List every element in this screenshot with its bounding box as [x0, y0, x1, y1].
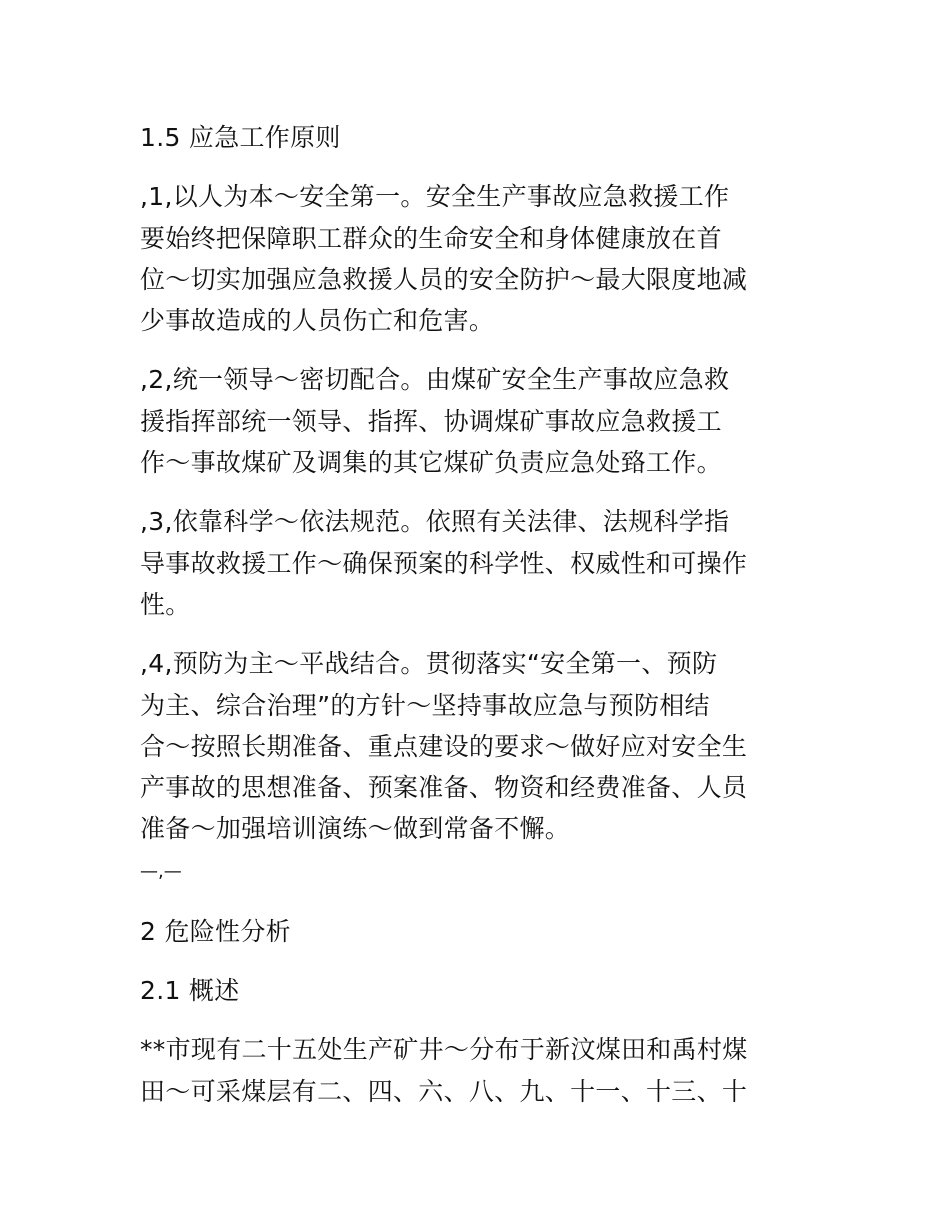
text-line: ,4,预防为主～平战结合。贯彻落实“安全第一、预防 [140, 649, 718, 679]
text-line: **市现有二十五处生产矿井～分布于新汶煤田和禹村煤 [140, 1035, 748, 1065]
text-line: 产事故的思想准备、预案准备、物资和经费准备、人员 [140, 773, 748, 803]
text-line: 性。 [140, 589, 191, 619]
paragraph-principle-3 [140, 501, 820, 625]
page-separator: —,— [140, 860, 182, 882]
text-line: 位～切实加强应急救援人员的安全防护～最大限度地减 [140, 264, 748, 294]
text-line: 合～按照长期准备、重点建设的要求～做好应对安全生 [140, 731, 748, 761]
text-line: ,2,统一领导～密切配合。由煤矿安全生产事故应急救 [140, 365, 730, 395]
text-line: ,1,以人为本～安全第一。安全生产事故应急救援工作 [140, 182, 730, 212]
text-line: 少事故造成的人员伤亡和危害。 [140, 306, 495, 336]
text-line: 援指挥部统一领导、指挥、协调煤矿事故应急救援工 [140, 406, 722, 436]
text-line: 准备～加强培训演练～做到常备不懈。 [140, 814, 571, 844]
section-heading-1-5: 1.5 应急工作原则 [140, 123, 341, 152]
text-line: 要始终把保障职工群众的生命安全和身体健康放在首 [140, 223, 722, 253]
paragraph-principle-4 [140, 643, 820, 849]
section-heading-2-1: 2.1 概述 [140, 976, 240, 1006]
text-line: 作～事故煤矿及调集的其它煤矿负责应急处臵工作。 [140, 448, 722, 478]
text-line: 为主、综合治理”的方针～坚持事故应急与预防相结 [140, 690, 710, 720]
paragraph-principle-2 [140, 359, 820, 483]
text-line: ,3,依靠科学～依法规范。依照有关法律、法规科学指 [140, 507, 730, 537]
text-line: 导事故救援工作～确保预案的科学性、权威性和可操作 [140, 548, 748, 578]
text-line: 田～可采煤层有二、四、六、八、九、十一、十三、十 [140, 1076, 748, 1106]
document-page [140, 117, 820, 1130]
section-heading-2: 2 危险性分析 [140, 916, 291, 946]
paragraph-overview [140, 1029, 820, 1112]
paragraph-principle-1 [140, 176, 820, 341]
